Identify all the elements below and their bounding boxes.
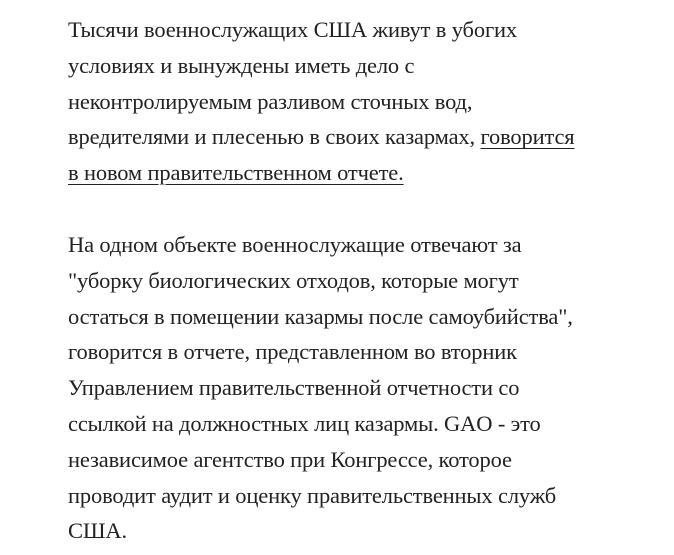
text-line: проводит аудит и оценку правительственных служб — [68, 482, 557, 508]
report-link-part-1[interactable]: говорится — [480, 124, 575, 150]
text-line — [68, 155, 668, 191]
text-line: говорится в отчете, представленном во вторник — [68, 339, 517, 365]
text-line: ссылкой на должностных лиц казармы. GAO - это — [68, 410, 541, 436]
text-line: "уборку биологических отходов, которые могут — [68, 267, 519, 293]
text-line: США. — [68, 518, 127, 544]
paragraph-1 — [68, 12, 668, 191]
text-line: неконтролируемым разливом сточных вод, — [68, 88, 473, 114]
text-line: На одном объекте военнослужащие отвечают за — [68, 231, 522, 257]
paragraph-2 — [68, 227, 668, 549]
text-line: остаться в помещении казармы после самоубийства", — [68, 303, 573, 329]
text-line: Управлением правительственной отчетности со — [68, 375, 520, 401]
text-line: условиях и вынуждены иметь дело с — [68, 52, 415, 78]
text-line: независимое агентство при Конгрессе, которое — [68, 446, 512, 472]
text-line: Тысячи военнослужащих США живут в убогих — [68, 17, 518, 42]
text-line — [68, 119, 668, 155]
report-link-part-2[interactable]: в новом правительственном отчете. — [68, 160, 404, 186]
article-body — [68, 12, 668, 549]
text-segment: вредителями и плесенью в своих казармах, — [68, 124, 481, 150]
